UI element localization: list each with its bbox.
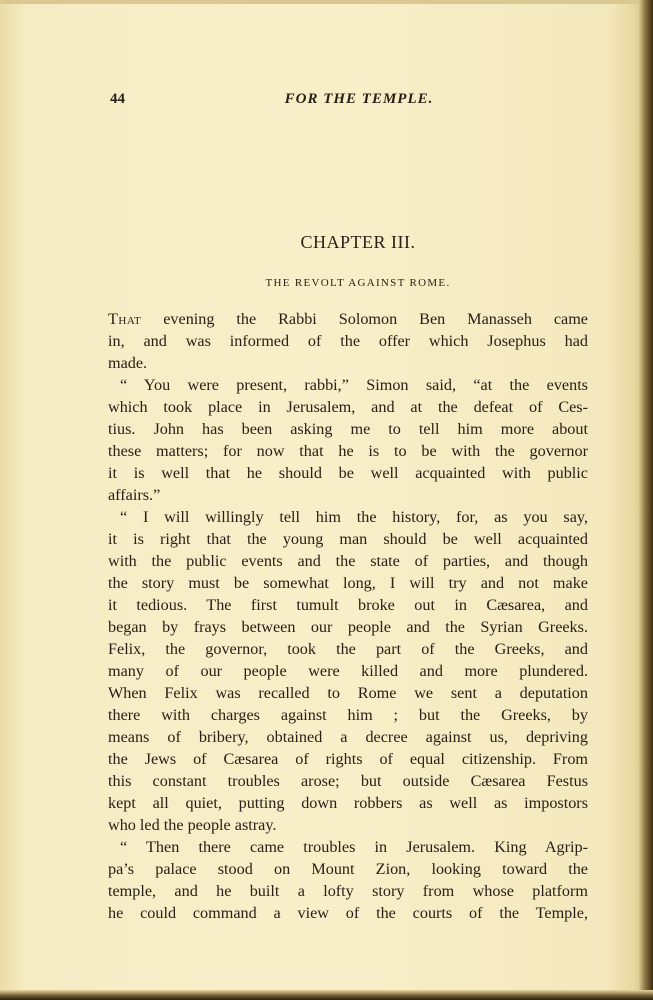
text-line: temple, and he built a lofty story from whose platform — [108, 882, 588, 900]
text-line — [108, 308, 588, 330]
text-line: which took place in Jerusalem, and at the defeat of Ces- — [108, 398, 588, 416]
text-line: began by frays between our people and the Syrian Greeks. — [108, 618, 588, 636]
text-line: tius. John has been asking me to tell him more about — [108, 420, 588, 438]
text-line: it is well that he should be well acquainted with public — [108, 464, 588, 482]
text-line: the story must be somewhat long, I will try and not make — [108, 574, 588, 592]
body-text — [108, 308, 588, 924]
text-line: in, and was informed of the offer which Josephus had — [108, 332, 588, 350]
text-line: “ I will willingly tell him the history, for, as you say, — [120, 508, 588, 526]
text-line: affairs.” — [108, 486, 161, 504]
text-line: many of our people were killed and more plundered. — [108, 662, 588, 680]
text-line: “ You were present, rabbi,” Simon said, “at the events — [120, 376, 588, 394]
page-number: 44 — [110, 91, 125, 107]
text-line: “ Then there came troubles in Jerusalem. King Agrip- — [120, 838, 588, 856]
text-line: this constant troubles arose; but outside Cæsarea Festus — [108, 772, 588, 790]
text-line-content: evening the Rabbi Solomon Ben Manasseh came — [141, 310, 588, 328]
book-spine-edge — [639, 0, 653, 1000]
text-line: who led the people astray. — [108, 816, 277, 834]
text-line: it tedious. The first tumult broke out in Cæsarea, and — [108, 596, 588, 614]
drop-lead-word: That — [108, 310, 142, 328]
text-line: the Jews of Cæsarea of rights of equal citizenship. From — [108, 750, 588, 768]
text-line: Felix, the governor, took the part of the Greeks, and — [108, 640, 588, 658]
text-line: it is right that the young man should be well acquainted — [108, 530, 588, 548]
page-bottom-edge — [0, 990, 653, 1000]
text-line: kept all quiet, putting down robbers as well as impostors — [108, 794, 588, 812]
running-title: FOR THE TEMPLE. — [284, 91, 434, 107]
text-line: with the public events and the state of parties, and though — [108, 552, 588, 570]
chapter-subtitle: THE REVOLT AGAINST ROME. — [265, 277, 451, 289]
chapter-title: CHAPTER III. — [300, 232, 416, 252]
text-line: means of bribery, obtained a decree against us, depriving — [108, 728, 588, 746]
text-line: made. — [108, 354, 148, 372]
text-line: there with charges against him ; but the Greeks, by — [108, 706, 588, 724]
text-line: pa’s palace stood on Mount Zion, looking toward the — [108, 860, 588, 878]
page-top-edge — [0, 0, 653, 4]
running-head — [108, 91, 588, 111]
text-line: When Felix was recalled to Rome we sent a deputation — [108, 684, 588, 702]
text-line: he could command a view of the courts of the Temple, — [108, 904, 588, 922]
text-line: these matters; for now that he is to be with the governor — [108, 442, 588, 460]
